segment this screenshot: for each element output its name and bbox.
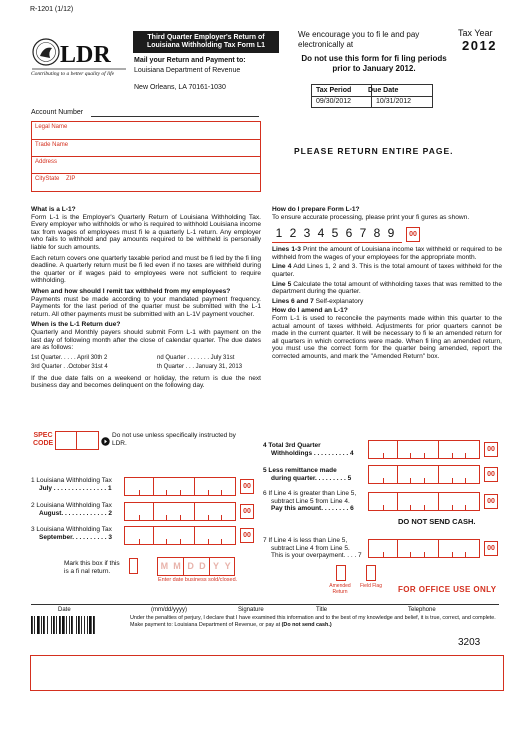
- when-heading: When and how should I remit tax withheld from my employees?: [31, 287, 231, 295]
- field-flag-checkbox[interactable]: [366, 565, 376, 581]
- amended-return-label: Amended Return: [329, 583, 351, 595]
- ldr-logo: [30, 32, 128, 84]
- line7-overpay: This is your overpayment. . . . 7: [271, 552, 362, 559]
- date-placeholder-char: D: [199, 561, 206, 571]
- amend-paragraph: Form L-1 is used to reconcile the payments made within this quarter to the actual amount of taxes withheld. Adjustments for prior quarters cannot be made in the current quarter. It will be necessary to fi le an amended return for all quarters in which corrections were made. When fi ling an amended return, you must use the correct form for the quarter being amended, report the corrected amounts, and mark the "Amended Return" box.: [272, 314, 502, 360]
- tax-period-table: [311, 84, 433, 108]
- perjury-statement: [130, 615, 504, 629]
- line6-pay: Pay this amount. . . . . . . . 6: [271, 505, 354, 512]
- lines13-label: Lines 1-3: [272, 246, 301, 254]
- line5-text: Calculate the total amount of withholding taxes that was remitted to the department during the quarter.: [272, 280, 502, 296]
- final-return-label: [64, 560, 126, 575]
- due-heading: When is the L-1 Return due?: [31, 321, 121, 329]
- spec-code-note: Do not use unless specifically instructed by LDR.: [112, 432, 236, 447]
- amended-return-checkbox[interactable]: [336, 565, 346, 581]
- date-placeholder-char: Y: [224, 561, 231, 571]
- title-line-2: Louisiana Withholding Tax Form L1: [146, 42, 266, 49]
- due-q1: 1st Quarter. . . . . April 30th 2: [31, 354, 108, 361]
- sig-telephone-label: Telephone: [408, 607, 436, 613]
- date-placeholder-char: M: [160, 561, 169, 571]
- address-label: Address: [35, 159, 58, 165]
- line7-cents[interactable]: 00: [484, 541, 498, 556]
- line2-month: August. . . . . . . . . . . . . 2: [39, 509, 112, 517]
- sample-digit: 6: [345, 226, 353, 241]
- line3-cents[interactable]: 00: [240, 528, 254, 543]
- form-number: 3203: [458, 637, 481, 648]
- line4-title: 4 Total 3rd Quarter: [263, 442, 321, 449]
- form-title-banner: [133, 31, 279, 53]
- due-q2: nd Quarter . . . . . . . July 31st: [157, 354, 235, 361]
- what-paragraph: Form L-1 is the Employer's Quarterly Return of Louisiana Withholding Tax. Every employer who withholds or who is required to withhold Louisiana income tax from wages of employees must fi le a quarterly L-1 return. Any employer who fails to withhold and pay amounts required to be withheld is personally liable for such amounts.: [31, 213, 261, 251]
- perjury-bold: (Do not send cash.): [281, 622, 332, 628]
- line1-amount-input[interactable]: [124, 477, 236, 496]
- do-not-send-cash: DO NOT SEND CASH.: [398, 517, 476, 526]
- do-not-use-notice: Do not use this form for fi ling periods prior to January 2012.: [301, 54, 447, 73]
- due-q3: 3rd Quarter . .October 31st 4: [31, 363, 108, 370]
- due-paragraph: Quarterly and Monthly payers should submit Form L-1 with payment on the last day of following month after the close of calendar quarter. The due dates are as follows:: [31, 328, 261, 352]
- final-return-checkbox[interactable]: [129, 558, 138, 574]
- sample-digit: 3: [303, 226, 311, 241]
- sample-digit: 9: [387, 226, 395, 241]
- sample-digits: [272, 224, 502, 246]
- spec-info-icon: [101, 433, 110, 451]
- line4-amount-input[interactable]: [368, 440, 480, 459]
- taxpayer-info-box: [31, 121, 261, 192]
- city-state-zip-label: CityState ZIP: [35, 176, 76, 182]
- logo-tagline: Contributing to a better quality of life: [31, 71, 115, 77]
- close-date-note: Enter date business sold/closed.: [158, 577, 238, 583]
- line1-cents[interactable]: 00: [240, 479, 254, 494]
- sample-digit: 5: [331, 226, 339, 241]
- line3-label: [31, 526, 115, 541]
- dept-city: New Orleans, LA 70161-1030: [134, 84, 226, 91]
- line6-cents[interactable]: 00: [484, 494, 498, 509]
- sample-cents: 00: [406, 227, 420, 242]
- office-use-label: FOR OFFICE USE ONLY: [398, 585, 497, 594]
- what-heading: What is a L-1?: [31, 206, 76, 213]
- line7-label: [263, 537, 367, 560]
- line2-amount-input[interactable]: [124, 502, 236, 521]
- sig-date-label: Date: [58, 607, 71, 613]
- line2-cents[interactable]: 00: [240, 504, 254, 519]
- sample-digit: 8: [373, 226, 381, 241]
- line4-sub: Withholdings . . . . . . . . . . 4: [271, 449, 354, 457]
- sig-title-label: Title: [316, 607, 328, 613]
- code-label: CODE: [33, 440, 54, 447]
- sig-date-format: (mm/dd/yyyy): [151, 607, 187, 613]
- line4-cents[interactable]: 00: [484, 442, 498, 457]
- instructions-left: [31, 206, 261, 390]
- amend-heading: How do I amend an L-1?: [272, 307, 348, 315]
- line4-text: Add Lines 1, 2 and 3. This is the total amount of taxes withheld for the quarter.: [272, 263, 502, 278]
- weekend-paragraph: If the due date falls on a weekend or holiday, the return is due the next business day and becomes delinquent on the following day.: [31, 374, 261, 390]
- line5-label: [263, 467, 363, 482]
- barcode: [31, 616, 117, 634]
- line4-label: Line 4: [272, 263, 292, 271]
- line1-label: [31, 477, 115, 492]
- each-paragraph: Each return covers one quarterly taxable period and must be fi led by the fi ling deadline. A quarterly return must be fi led even if no taxes are withheld during the quarter or if wages paid to employees were not sufficient to require withholding.: [31, 254, 261, 285]
- date-placeholder-char: Y: [209, 558, 223, 575]
- tax-year-label: Tax Year: [458, 28, 493, 38]
- line3-title: 3 Louisiana Withholding Tax: [31, 526, 112, 533]
- field-flag-label: Field Flag: [360, 583, 382, 589]
- tax-period-value: 09/30/2012: [316, 98, 352, 105]
- due-dates-table: [31, 355, 261, 375]
- tax-period-label: Tax Period: [316, 87, 352, 94]
- sig-signature-label: Signature: [238, 607, 264, 613]
- legal-name-label: Legal Name: [35, 124, 68, 130]
- prepare-heading: How do I prepare Form L-1?: [272, 206, 360, 213]
- when-paragraph: Payments must be made according to your mandated payment frequency. Payments for the last period of the quarter must be submitted with the L-1 return. All other payments must be submitted with an L-1V payment voucher.: [31, 295, 261, 318]
- line1-month: July . . . . . . . . . . . . . . . 1: [39, 484, 112, 492]
- date-placeholder-char: D: [183, 558, 197, 575]
- form-id: R-1201 (1/12): [30, 6, 74, 13]
- signature-line[interactable]: [31, 604, 499, 605]
- spec-code-label: [33, 432, 53, 448]
- prepare-paragraph: To ensure accurate processing, please print your fi gures as shown.: [272, 213, 470, 221]
- spec-code-input[interactable]: [55, 431, 99, 450]
- tax-year: 2012: [462, 38, 497, 53]
- line7-title: 7 If Line 4 is less than Line 5,: [263, 537, 348, 544]
- svg-text:LDR: LDR: [60, 42, 111, 68]
- title-line-1: Third Quarter Employer's Return of: [147, 34, 265, 41]
- line7-amount-input[interactable]: [368, 539, 480, 558]
- line5-cents[interactable]: 00: [484, 467, 498, 482]
- line67-label: Lines 6 and 7: [272, 297, 314, 305]
- line3-month: September. . . . . . . . . . 3: [39, 533, 112, 541]
- line5-label: Line 5: [272, 280, 292, 288]
- due-date-label: Due Date: [368, 87, 399, 94]
- line6-amount-input[interactable]: [368, 492, 480, 511]
- sample-digit: 1: [275, 226, 283, 241]
- line4-label: [263, 442, 363, 457]
- date-placeholder-char: M: [173, 561, 181, 571]
- sample-digit: 2: [289, 226, 297, 241]
- line5-title: 5 Less remittance made: [263, 467, 337, 474]
- sample-digit: 7: [359, 226, 367, 241]
- account-number-field[interactable]: [91, 116, 259, 117]
- final-return-line1: Mark this box if this: [64, 560, 120, 567]
- due-q4: th Quarter . . . January 31, 2013: [157, 363, 243, 370]
- please-return-notice: PLEASE RETURN ENTIRE PAGE.: [294, 146, 454, 156]
- line5-sub: during quarter. . . . . . . . . 5: [271, 474, 352, 482]
- line2-label: [31, 502, 115, 517]
- line3-amount-input[interactable]: [124, 526, 236, 545]
- due-date-value: 10/31/2012: [376, 98, 412, 105]
- line6-title: 6 If Line 4 is greater than Line 5,: [263, 490, 357, 497]
- mail-to-label: Mail your Return and Payment to:: [134, 57, 246, 64]
- account-number-label: Account Number: [31, 109, 84, 116]
- close-date-input[interactable]: [157, 557, 235, 576]
- final-return-line2: is a fi nal return.: [64, 567, 111, 575]
- line7-sub: subtract Line 4 from Line 5.: [271, 544, 350, 552]
- perjury-text: Under the penalties of perjury, I declare that I have examined this information and to the best of my knowledge and belief, it is true, correct, and complete. Make payment to: Louisiana Department of Revenue, or pay at: [130, 615, 496, 628]
- bottom-red-box: [30, 655, 504, 691]
- line6-label: [263, 490, 367, 513]
- spec-label: SPEC: [33, 432, 53, 439]
- line6-sub: subtract Line 5 from Line 4.: [271, 497, 350, 505]
- line67-text: Self-explanatory: [315, 297, 364, 305]
- line5-amount-input[interactable]: [368, 465, 480, 484]
- instructions-right: [272, 206, 502, 361]
- lines13-text: Print the amount of Louisiana income tax withheld or required to be withheld from the wages of your employees for the appropriate month.: [272, 246, 502, 261]
- line2-title: 2 Louisiana Withholding Tax: [31, 502, 112, 509]
- trade-name-label: Trade Name: [35, 142, 69, 148]
- line1-title: 1 Louisiana Withholding Tax: [31, 477, 112, 484]
- sample-digit: 4: [317, 226, 325, 241]
- dept-name: Louisiana Department of Revenue: [134, 67, 241, 74]
- encourage-text: We encourage you to fi le and pay electronically at: [298, 30, 420, 49]
